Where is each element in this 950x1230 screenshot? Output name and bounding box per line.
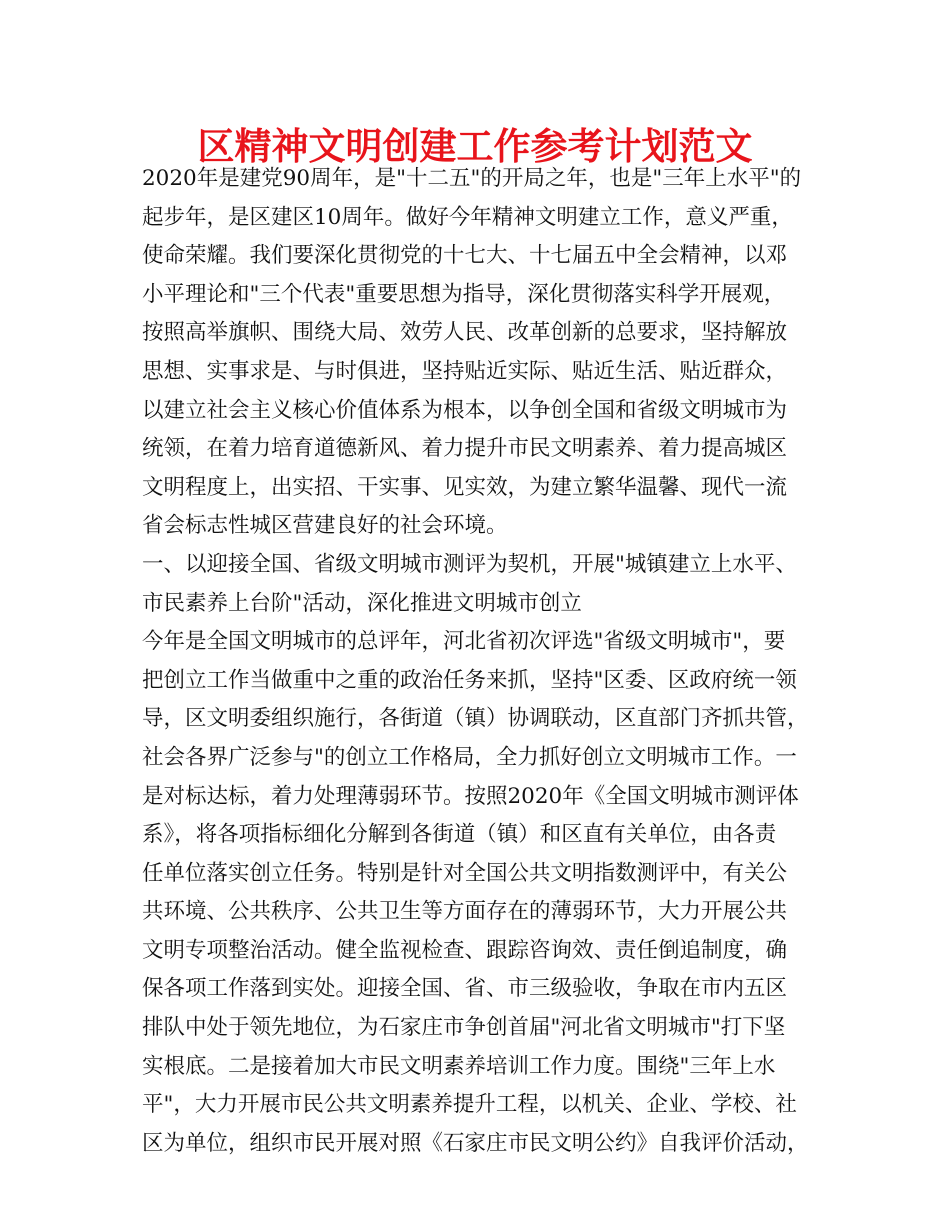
section-heading-line: 市民素养上台阶"活动，深化推进文明城市创立 <box>142 590 582 616</box>
body-line: 以建立社会主义核心价值体系为根本，以争创全国和省级文明城市为 <box>142 397 788 423</box>
body-line: 实根底。二是接着加大市民文明素养培训工作力度。围绕"三年上水 <box>142 1053 776 1079</box>
section-heading-line: 一、以迎接全国、省级文明城市测评为契机，开展"城镇建立上水平、 <box>142 551 797 577</box>
body-line: 社会各界广泛参与"的创立工作格局，全力抓好创立文明城市工作。一 <box>142 744 797 770</box>
body-line: 是对标达标，着力处理薄弱环节。按照2020年《全国文明城市测评体 <box>142 783 799 809</box>
body-line: 排队中处于领先地位，为石家庄市争创首届"河北省文明城市"打下坚 <box>142 1015 786 1041</box>
body-line: 文明专项整治活动。健全监视检查、跟踪咨询效、责任倒追制度，确 <box>142 937 788 963</box>
body-line: 今年是全国文明城市的总评年，河北省初次评选"省级文明城市"，要 <box>142 629 786 655</box>
body-line: 使命荣耀。我们要深化贯彻党的十七大、十七届五中全会精神，以邓 <box>142 243 788 269</box>
body-line: 2020年是建党90周年，是"十二五"的开局之年，也是"三年上水平"的 <box>142 166 802 191</box>
body-line: 系》，将各项指标细化分解到各街道（镇）和区直有关单位，由各责 <box>142 822 777 848</box>
body-line: 导，区文明委组织施行，各街道（镇）协调联动，区直部门齐抓共管， <box>142 706 809 732</box>
body-line: 思想、实事求是、与时俱进，坚持贴近实际、贴近生活、贴近群众， <box>142 358 788 384</box>
body-line: 按照高举旗帜、围绕大局、效劳人民、改革创新的总要求，坚持解放 <box>142 320 788 346</box>
body-line: 平"，大力开展市民公共文明素养提升工程，以机关、企业、学校、社 <box>142 1092 797 1118</box>
body-line: 统领，在着力培育道德新风、着力提升市民文明素养、着力提高城区 <box>142 436 788 462</box>
body-line: 起步年，是区建区10周年。做好今年精神文明建立工作，意义严重， <box>142 204 793 230</box>
body-line: 共环境、公共秩序、公共卫生等方面存在的薄弱环节，大力开展公共 <box>142 899 788 925</box>
body-line: 把创立工作当做重中之重的政治任务来抓，坚持"区委、区政府统一领 <box>142 667 797 693</box>
body-line: 保各项工作落到实处。迎接全国、省、市三级验收，争取在市内五区 <box>142 976 788 1002</box>
document-title: 区精神文明创建工作参考计划范文 <box>197 125 753 168</box>
document-body <box>142 160 822 1163</box>
body-line: 文明程度上，出实招、干实事、见实效，为建立繁华温馨、现代一流 <box>142 474 788 500</box>
body-line: 小平理论和"三个代表"重要思想为指导，深化贯彻落实科学开展观， <box>142 281 786 307</box>
body-line: 省会标志性城区营建良好的社会环境。 <box>142 513 508 539</box>
body-line: 区为单位，组织市民开展对照《石家庄市民文明公约》自我评价活动， <box>142 1130 809 1156</box>
body-line: 任单位落实创立任务。特别是针对全国公共文明指数测评中，有关公 <box>142 860 788 886</box>
